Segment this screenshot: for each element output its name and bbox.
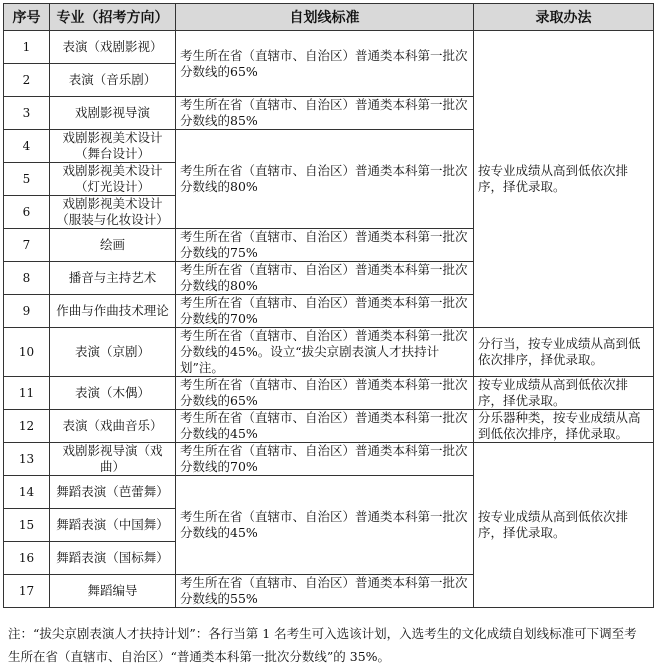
row-index: 4 xyxy=(4,130,50,163)
row-major: 作曲与作曲技术理论 xyxy=(50,295,176,328)
table-row xyxy=(4,31,654,64)
row-major: 戏剧影视美术设计（灯光设计） xyxy=(50,163,176,196)
row-major: 舞蹈表演（国标舞） xyxy=(50,542,176,575)
header-index: 序号 xyxy=(4,4,50,31)
row-index: 17 xyxy=(4,575,50,608)
admission-method: 分乐器种类，按专业成绩从高到低依次排序，择优录取。 xyxy=(474,410,654,443)
row-index: 15 xyxy=(4,509,50,542)
header-major: 专业（招考方向） xyxy=(50,4,176,31)
row-index: 14 xyxy=(4,476,50,509)
row-major: 舞蹈表演（芭蕾舞） xyxy=(50,476,176,509)
cutoff-standard: 考生所在省（直辖市、自治区）普通类本科第一批次分数线的45%。设立“拔尖京剧表演人才扶持计划”注。 xyxy=(176,328,474,377)
cutoff-standard: 考生所在省（直辖市、自治区）普通类本科第一批次分数线的70% xyxy=(176,295,474,328)
row-major: 表演（戏剧影视） xyxy=(50,31,176,64)
cutoff-standard: 考生所在省（直辖市、自治区）普通类本科第一批次分数线的85% xyxy=(176,97,474,130)
table-row xyxy=(4,328,654,377)
row-index: 8 xyxy=(4,262,50,295)
row-major: 舞蹈表演（中国舞） xyxy=(50,509,176,542)
cutoff-standard: 考生所在省（直辖市、自治区）普通类本科第一批次分数线的45% xyxy=(176,476,474,575)
row-major: 戏剧影视导演（戏曲） xyxy=(50,443,176,476)
cutoff-standard: 考生所在省（直辖市、自治区）普通类本科第一批次分数线的80% xyxy=(176,130,474,229)
cutoff-standard: 考生所在省（直辖市、自治区）普通类本科第一批次分数线的65% xyxy=(176,31,474,97)
footnote: 注：“拔尖京剧表演人才扶持计划”：各行当第 1 名考生可入选该计划，入选考生的文化成绩自划线标准可下调至考生所在省（直辖市、自治区）“普通类本科第一批次分数线”的 35%。 xyxy=(8,626,637,664)
row-index: 10 xyxy=(4,328,50,377)
admission-method: 按专业成绩从高到低依次排序，择优录取。 xyxy=(474,443,654,608)
row-major: 表演（戏曲音乐） xyxy=(50,410,176,443)
cutoff-standard: 考生所在省（直辖市、自治区）普通类本科第一批次分数线的80% xyxy=(176,262,474,295)
row-major: 戏剧影视美术设计（服装与化妆设计） xyxy=(50,196,176,229)
table-row xyxy=(4,443,654,476)
cutoff-standard: 考生所在省（直辖市、自治区）普通类本科第一批次分数线的75% xyxy=(176,229,474,262)
row-index: 6 xyxy=(4,196,50,229)
header-standard: 自划线标准 xyxy=(176,4,474,31)
row-index: 13 xyxy=(4,443,50,476)
row-index: 5 xyxy=(4,163,50,196)
cutoff-standard: 考生所在省（直辖市、自治区）普通类本科第一批次分数线的45% xyxy=(176,410,474,443)
row-index: 16 xyxy=(4,542,50,575)
row-index: 7 xyxy=(4,229,50,262)
row-major: 表演（京剧） xyxy=(50,328,176,377)
row-major: 舞蹈编导 xyxy=(50,575,176,608)
row-major: 绘画 xyxy=(50,229,176,262)
admission-method: 按专业成绩从高到低依次排序，择优录取。 xyxy=(474,377,654,410)
row-index: 11 xyxy=(4,377,50,410)
row-major: 戏剧影视导演 xyxy=(50,97,176,130)
admission-standards-table xyxy=(3,3,654,608)
cutoff-standard: 考生所在省（直辖市、自治区）普通类本科第一批次分数线的70% xyxy=(176,443,474,476)
row-index: 1 xyxy=(4,31,50,64)
table-row xyxy=(4,377,654,410)
row-index: 12 xyxy=(4,410,50,443)
row-index: 2 xyxy=(4,64,50,97)
table-row xyxy=(4,410,654,443)
row-index: 9 xyxy=(4,295,50,328)
row-major: 戏剧影视美术设计（舞台设计） xyxy=(50,130,176,163)
row-index: 3 xyxy=(4,97,50,130)
row-major: 表演（音乐剧） xyxy=(50,64,176,97)
admission-method: 按专业成绩从高到低依次排序，择优录取。 xyxy=(474,31,654,328)
cutoff-standard: 考生所在省（直辖市、自治区）普通类本科第一批次分数线的55% xyxy=(176,575,474,608)
table-header-row xyxy=(4,4,654,31)
admission-method: 分行当，按专业成绩从高到低依次排序，择优录取。 xyxy=(474,328,654,377)
cutoff-standard: 考生所在省（直辖市、自治区）普通类本科第一批次分数线的65% xyxy=(176,377,474,410)
row-major: 表演（木偶） xyxy=(50,377,176,410)
header-admission: 录取办法 xyxy=(474,4,654,31)
row-major: 播音与主持艺术 xyxy=(50,262,176,295)
